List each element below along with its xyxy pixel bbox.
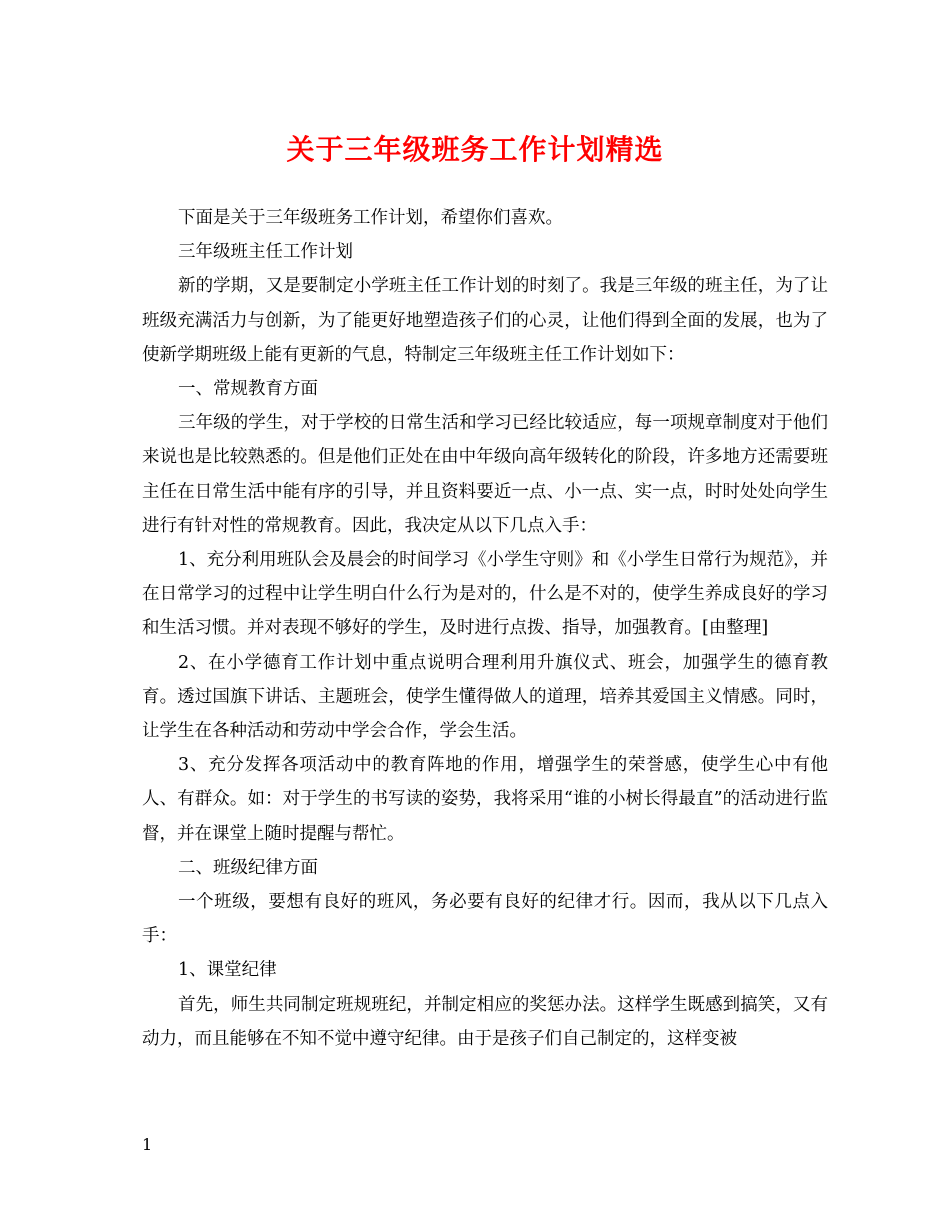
document-body	[142, 201, 828, 1056]
paragraph-classroom-discipline: 首先，师生共同制定班规班纪，并制定相应的奖惩办法。这样学生既感到搞笑，又有动力，而且能够在不知不觉中遵守纪律。由于是孩子们自己制定的，这样变被	[142, 994, 828, 1049]
paragraph-class-discipline: 一个班级，要想有良好的班风，务必要有良好的纪律才行。因而，我从以下几点入手：	[142, 892, 828, 947]
section-heading-class-discipline: 二、班级纪律方面	[178, 857, 318, 878]
paragraph-point-1: 1、充分利用班队会及晨会的时间学习《小学生守则》和《小学生日常行为规范》，并在日常学习的过程中让学生明白什么行为是对的，什么是不对的，使学生养成良好的学习和生活习惯。并对表现不够好的学生，及时进行点拨、指导，加强教育。[由整理]	[142, 550, 828, 639]
paragraph-point-3: 3、充分发挥各项活动中的教育阵地的作用，增强学生的荣誉感，使学生心中有他人、有群众。如：对于学生的书写读的姿势，我将采用“谁的小树长得最直”的活动进行监督，并在课堂上随时提醒与帮忙。	[142, 755, 828, 844]
section-heading-routine-education: 一、常规教育方面	[178, 379, 318, 400]
document-title: 关于三年级班务工作计划精选	[286, 133, 664, 166]
paragraph-intro: 下面是关于三年级班务工作计划，希望你们喜欢。	[178, 208, 563, 228]
subheading-classroom-discipline: 1、课堂纪律	[178, 960, 277, 981]
paragraph-opening: 新的学期，又是要制定小学班主任工作计划的时刻了。我是三年级的班主任，为了让班级充满活力与创新，为了能更好地塑造孩子们的心灵，让他们得到全面的发展，也为了使新学期班级上能有更新的气息，特制定三年级班主任工作计划如下：	[142, 276, 828, 365]
paragraph-subtitle: 三年级班主任工作计划	[178, 242, 353, 263]
paragraph-routine-education: 三年级的学生，对于学校的日常生活和学习已经比较适应，每一项规章制度对于他们来说也是比较熟悉的。但是他们正处在由中年级向高年级转化的阶段，许多地方还需要班主任在日常生活中能有序的引导，并且资料要近一点、小一点、实一点，时时处处向学生进行有针对性的常规教育。因此，我决定从以下几点入手：	[142, 413, 828, 536]
page-number: 1	[142, 1135, 153, 1154]
paragraph-point-2: 2、在小学德育工作计划中重点说明合理利用升旗仪式、班会，加强学生的德育教育。透过国旗下讲话、主题班会，使学生懂得做人的道理，培养其爱国主义情感。同时，让学生在各种活动和劳动中学会合作，学会生活。	[142, 652, 828, 742]
